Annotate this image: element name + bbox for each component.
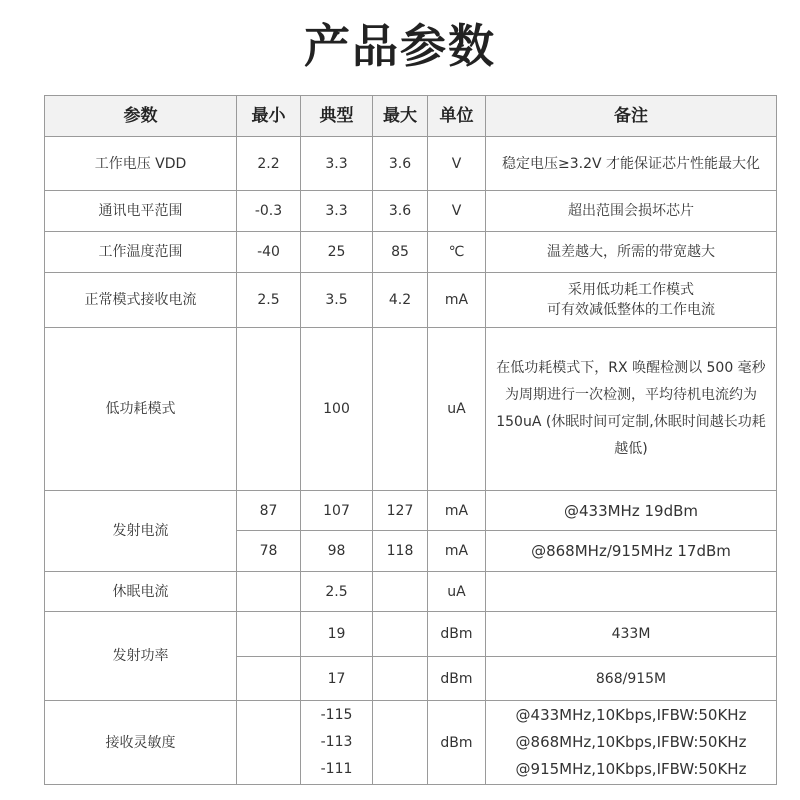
typ-line: -111 <box>320 761 353 777</box>
min-value: -40 <box>237 232 301 273</box>
unit-value: dBm <box>428 657 486 701</box>
min-value <box>237 701 301 785</box>
param-name: 正常模式接收电流 <box>45 273 237 328</box>
typ-value: 25 <box>301 232 373 273</box>
header-max: 最大 <box>373 96 428 137</box>
unit-value: mA <box>428 273 486 328</box>
typ-value: 2.5 <box>301 572 373 612</box>
note-value <box>486 701 777 785</box>
min-value <box>237 572 301 612</box>
note-value: 在低功耗模式下，RX 唤醒检测以 500 毫秒为周期进行一次检测，平均待机电流约为 150uA (休眠时间可定制,休眠时间越长功耗越低) <box>486 328 777 491</box>
typ-value: 100 <box>301 328 373 491</box>
typ-value: 98 <box>301 531 373 572</box>
note-value: 868/915M <box>486 657 777 701</box>
table-row <box>45 701 777 785</box>
unit-value: uA <box>428 572 486 612</box>
page-title: 产品参数 <box>304 19 496 73</box>
table-row <box>45 491 777 531</box>
table-row <box>45 232 777 273</box>
max-value <box>373 572 428 612</box>
typ-value: 107 <box>301 491 373 531</box>
typ-value <box>301 701 373 785</box>
header-row <box>45 96 777 137</box>
table-row <box>45 273 777 328</box>
min-value: 2.5 <box>237 273 301 328</box>
header-param: 参数 <box>45 96 237 137</box>
note-value: 稳定电压≥3.2V 才能保证芯片性能最大化 <box>486 137 777 191</box>
max-value <box>373 328 428 491</box>
note-line: @915MHz,10Kbps,IFBW:50KHz <box>515 760 747 778</box>
unit-value: V <box>428 191 486 232</box>
min-value: 87 <box>237 491 301 531</box>
min-value: 2.2 <box>237 137 301 191</box>
min-value <box>237 328 301 491</box>
typ-line: -115 <box>320 707 353 723</box>
max-value: 118 <box>373 531 428 572</box>
table-row <box>45 572 777 612</box>
min-value <box>237 657 301 701</box>
typ-value: 17 <box>301 657 373 701</box>
header-typ: 典型 <box>301 96 373 137</box>
note-line: @433MHz,10Kbps,IFBW:50KHz <box>515 706 747 724</box>
typ-line: -113 <box>320 734 353 750</box>
unit-value: dBm <box>428 612 486 657</box>
table-row <box>45 328 777 491</box>
note-line: @868MHz,10Kbps,IFBW:50KHz <box>515 733 747 751</box>
note-value: 超出范围会损坏芯片 <box>486 191 777 232</box>
note-line: 可有效减低整体的工作电流 <box>547 302 715 318</box>
note-value: @868MHz/915MHz 17dBm <box>486 531 777 572</box>
min-value: 78 <box>237 531 301 572</box>
header-note: 备注 <box>486 96 777 137</box>
table-row <box>45 137 777 191</box>
note-value: 433M <box>486 612 777 657</box>
typ-value: 3.3 <box>301 137 373 191</box>
spec-table <box>44 95 777 785</box>
header-unit: 单位 <box>428 96 486 137</box>
param-name: 休眠电流 <box>45 572 237 612</box>
typ-value: 19 <box>301 612 373 657</box>
param-name: 工作温度范围 <box>45 232 237 273</box>
max-value <box>373 701 428 785</box>
param-name: 发射电流 <box>45 491 237 572</box>
param-name: 通讯电平范围 <box>45 191 237 232</box>
unit-value: uA <box>428 328 486 491</box>
min-value <box>237 612 301 657</box>
max-value: 4.2 <box>373 273 428 328</box>
unit-value: mA <box>428 531 486 572</box>
note-value: @433MHz 19dBm <box>486 491 777 531</box>
table-row <box>45 612 777 657</box>
table-row <box>45 191 777 232</box>
unit-value: mA <box>428 491 486 531</box>
header-min: 最小 <box>237 96 301 137</box>
note-value <box>486 572 777 612</box>
param-name: 低功耗模式 <box>45 328 237 491</box>
note-line: 采用低功耗工作模式 <box>568 282 694 298</box>
param-name: 工作电压 VDD <box>45 137 237 191</box>
max-value: 127 <box>373 491 428 531</box>
min-value: -0.3 <box>237 191 301 232</box>
param-name: 发射功率 <box>45 612 237 701</box>
max-value: 3.6 <box>373 191 428 232</box>
param-name: 接收灵敏度 <box>45 701 237 785</box>
typ-value: 3.3 <box>301 191 373 232</box>
note-value <box>486 273 777 328</box>
unit-value: ℃ <box>428 232 486 273</box>
typ-value: 3.5 <box>301 273 373 328</box>
max-value: 3.6 <box>373 137 428 191</box>
max-value <box>373 612 428 657</box>
unit-value: dBm <box>428 701 486 785</box>
max-value: 85 <box>373 232 428 273</box>
unit-value: V <box>428 137 486 191</box>
note-value: 温差越大，所需的带宽越大 <box>486 232 777 273</box>
max-value <box>373 657 428 701</box>
